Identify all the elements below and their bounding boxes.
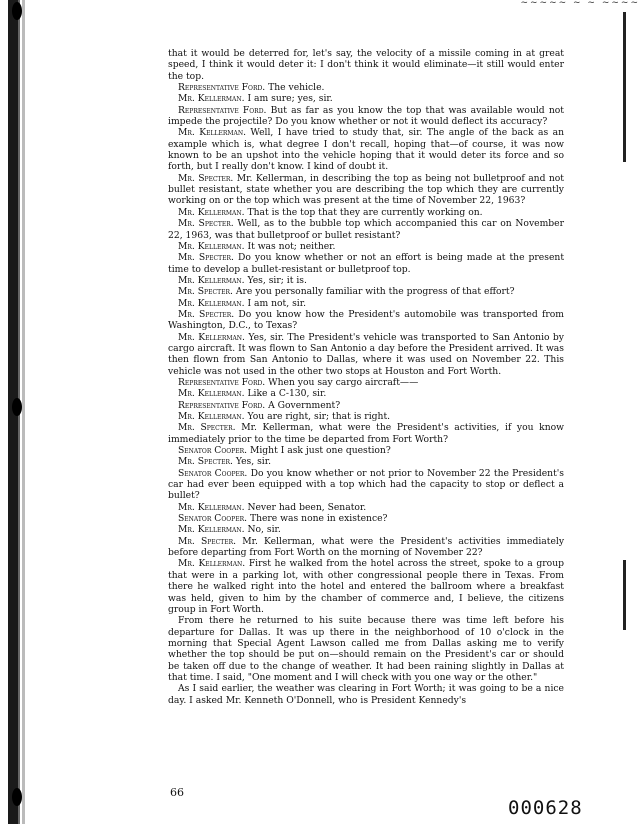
speech-text: Are you personally familiar with the progress of that effort? — [235, 286, 515, 298]
testimony-text — [168, 48, 564, 706]
speech-text: Do you know whether or not an effort is being made at the present time to develop a bullet-resistant or bulletproof top. — [168, 252, 565, 275]
scan-right-mark-lower — [623, 560, 626, 630]
testimony-paragraph — [168, 468, 564, 502]
speaker-name: Representative Ford. — [178, 104, 267, 116]
testimony-paragraph — [168, 286, 564, 297]
speech-text: Yes, sir. — [235, 456, 272, 468]
speaker-name: Representative Ford. — [178, 82, 266, 94]
speech-text: Do you know whether or not prior to November 22 the President's car had ever been equipped with a top which had the capacity to stop or deflect a bullet? — [168, 467, 564, 502]
testimony-paragraph — [168, 275, 564, 286]
testimony-paragraph — [168, 105, 564, 128]
speaker-name: Mr. Kellerman. — [178, 297, 245, 309]
speaker-name: Mr. Specter. — [178, 252, 234, 264]
speech-text: You are right, sir; that is right. — [247, 411, 391, 422]
speaker-name: Mr. Kellerman. — [178, 331, 245, 343]
speaker-name: Mr. Kellerman. — [178, 524, 245, 536]
speaker-name: Mr. Kellerman. — [178, 93, 245, 105]
testimony-paragraph — [168, 400, 564, 411]
testimony-paragraph — [168, 513, 564, 524]
testimony-paragraph — [168, 218, 564, 241]
speaker-name: Mr. Kellerman. — [178, 274, 245, 286]
speaker-name: Senator Cooper. — [178, 513, 248, 525]
testimony-paragraph — [168, 558, 564, 615]
page-number: 66 — [170, 786, 184, 799]
speaker-name: Representative Ford. — [178, 399, 266, 411]
speaker-name: Mr. Specter. — [178, 535, 237, 547]
testimony-paragraph — [168, 388, 564, 399]
speech-text: Well, as to the bubble top which accompanied this car on November 22, 1963, was that bulletproof or bullet resistant? — [168, 218, 564, 241]
testimony-paragraph — [168, 445, 564, 456]
testimony-paragraph — [168, 127, 564, 172]
testimony-paragraph — [168, 411, 564, 422]
scan-right-mark — [623, 12, 626, 162]
speech-text: Yes, sir. The President's vehicle was transported to San Antonio by cargo aircraft. It was flown to San Antonio a day before the President arrived. It was then flown from San Antonio to Dallas, where it was used on November 22. This vehicle was not used in the other two stops at Houston and Fort Worth. — [168, 331, 564, 377]
scan-left-shade — [22, 0, 25, 824]
speaker-name: Mr. Kellerman. — [178, 206, 245, 218]
testimony-paragraph — [168, 252, 564, 275]
speaker-name: Mr. Kellerman. — [178, 388, 245, 400]
speech-text: that it would be deterred for, let's say, the velocity of a missile coming in at great speed, I think it would deter it: I don't think it would eliminate—it still would enter the top. — [168, 48, 564, 82]
binder-hole-top — [12, 2, 22, 20]
speech-text: I am not, sir. — [247, 297, 307, 309]
speaker-name: Mr. Kellerman. — [178, 411, 245, 422]
speech-text: First he walked from the hotel across the street, spoke to a group that were in a parking lot, with other congressional people there in Texas. From there he walked right into the hotel and entered the ballroom where a breakfast was held, given to him by the chamber of commerce and, I believe, the citizens group in Fort Worth. — [168, 558, 564, 615]
speaker-name: Mr. Specter. — [178, 286, 233, 298]
testimony-paragraph — [168, 536, 564, 559]
speech-text: No, sir. — [247, 524, 281, 536]
speaker-name: Mr. Specter. — [178, 456, 233, 468]
speaker-name: Representative Ford. — [178, 376, 266, 388]
speech-text: Never had been, Senator. — [247, 501, 367, 513]
speaker-name: Mr. Specter. — [178, 172, 234, 184]
testimony-paragraph — [168, 615, 564, 683]
speech-text: Mr. Kellerman, what were the President's activities, if you know immediately prior to the time be departed from Fort Worth? — [168, 422, 565, 445]
speaker-name: Mr. Kellerman. — [178, 558, 246, 570]
testimony-paragraph — [168, 93, 564, 104]
speaker-name: Mr. Specter. — [178, 422, 236, 434]
testimony-paragraph — [168, 241, 564, 252]
testimony-paragraph — [168, 683, 564, 706]
speech-text: That is the top that they are currently working on. — [247, 206, 483, 218]
speaker-name: Mr. Kellerman. — [178, 127, 247, 139]
speech-text: Yes, sir; it is. — [247, 274, 307, 286]
speech-text: Mr. Kellerman, in describing the top as being not bulletproof and not bullet resistant, state whether you are describing the top which they are currently working on or the top which was present at the time of November 22, 1963? — [168, 172, 564, 207]
testimony-paragraph — [168, 173, 564, 207]
speech-text: I am sure; yes, sir. — [247, 93, 333, 105]
testimony-paragraph — [168, 48, 564, 82]
speech-text: Might I ask just one question? — [249, 445, 391, 457]
speaker-name: Senator Cooper. — [178, 445, 248, 457]
binder-hole-bottom — [12, 788, 22, 806]
testimony-paragraph — [168, 207, 564, 218]
speech-text: Do you know how the President's automobile was transported from Washington, D.C., to Texas? — [168, 308, 564, 332]
speaker-name: Mr. Specter. — [178, 218, 234, 230]
speaker-name: Mr. Specter. — [178, 308, 235, 320]
speech-text: There was none in existence? — [249, 513, 388, 525]
header-strip: ~~~~~ ~ ~ ~~~~ — [520, 0, 640, 8]
speech-text: The vehicle. — [268, 82, 325, 94]
speech-text: Like a C-130, sir. — [247, 388, 327, 400]
testimony-paragraph — [168, 332, 564, 377]
testimony-paragraph — [168, 524, 564, 535]
speaker-name: Senator Cooper. — [178, 467, 248, 479]
speaker-name: Mr. Kellerman. — [178, 501, 245, 513]
testimony-paragraph — [168, 377, 564, 388]
testimony-paragraph — [168, 298, 564, 309]
speech-text: Mr. Kellerman, what were the President's activities immediately before departing from Fort Worth on the morning of November 22? — [168, 535, 565, 559]
testimony-paragraph — [168, 309, 564, 332]
speech-text: A Government? — [268, 399, 341, 411]
testimony-paragraph — [168, 502, 564, 513]
speech-text: But as far as you know the top that was available would not impede the projectile? Do you know whether or not it would deflect its accuracy? — [168, 104, 564, 128]
speech-text: It was not; neither. — [247, 240, 336, 252]
speech-text: Well, I have tried to study that, sir. The angle of the back as an example which is, what degree I don't recall, hoping that—of course, it was now known to be an upshot into the vehicle hoping that it would deter its force and so forth, but I really don't know. I kind of doubt it. — [168, 127, 564, 173]
speech-text: When you say cargo aircraft—— — [268, 376, 419, 388]
testimony-paragraph — [168, 82, 564, 93]
binder-hole-middle — [12, 398, 22, 416]
speech-text: As I said earlier, the weather was clearing in Fort Worth; it was going to be a nice day. I asked Mr. Kenneth O'Donnell, who is President Kennedy's — [168, 683, 564, 706]
speech-text: From there he returned to his suite because there was time left before his departure for Dallas. It was up there in the neighborhood of 10 o'clock in the morning that Special Agent Lawson called me from Dallas asking me to verify whether the top should be put on—should remain on the President's car or should be taken off due to the change of weather. It had been raining slightly in Dallas at that time. I said, "One moment and I will check with you one way or the other." — [168, 615, 564, 683]
testimony-paragraph — [168, 456, 564, 467]
document-number-stamp: 000628 — [508, 797, 583, 819]
speaker-name: Mr. Kellerman. — [178, 240, 245, 252]
testimony-paragraph — [168, 422, 564, 445]
